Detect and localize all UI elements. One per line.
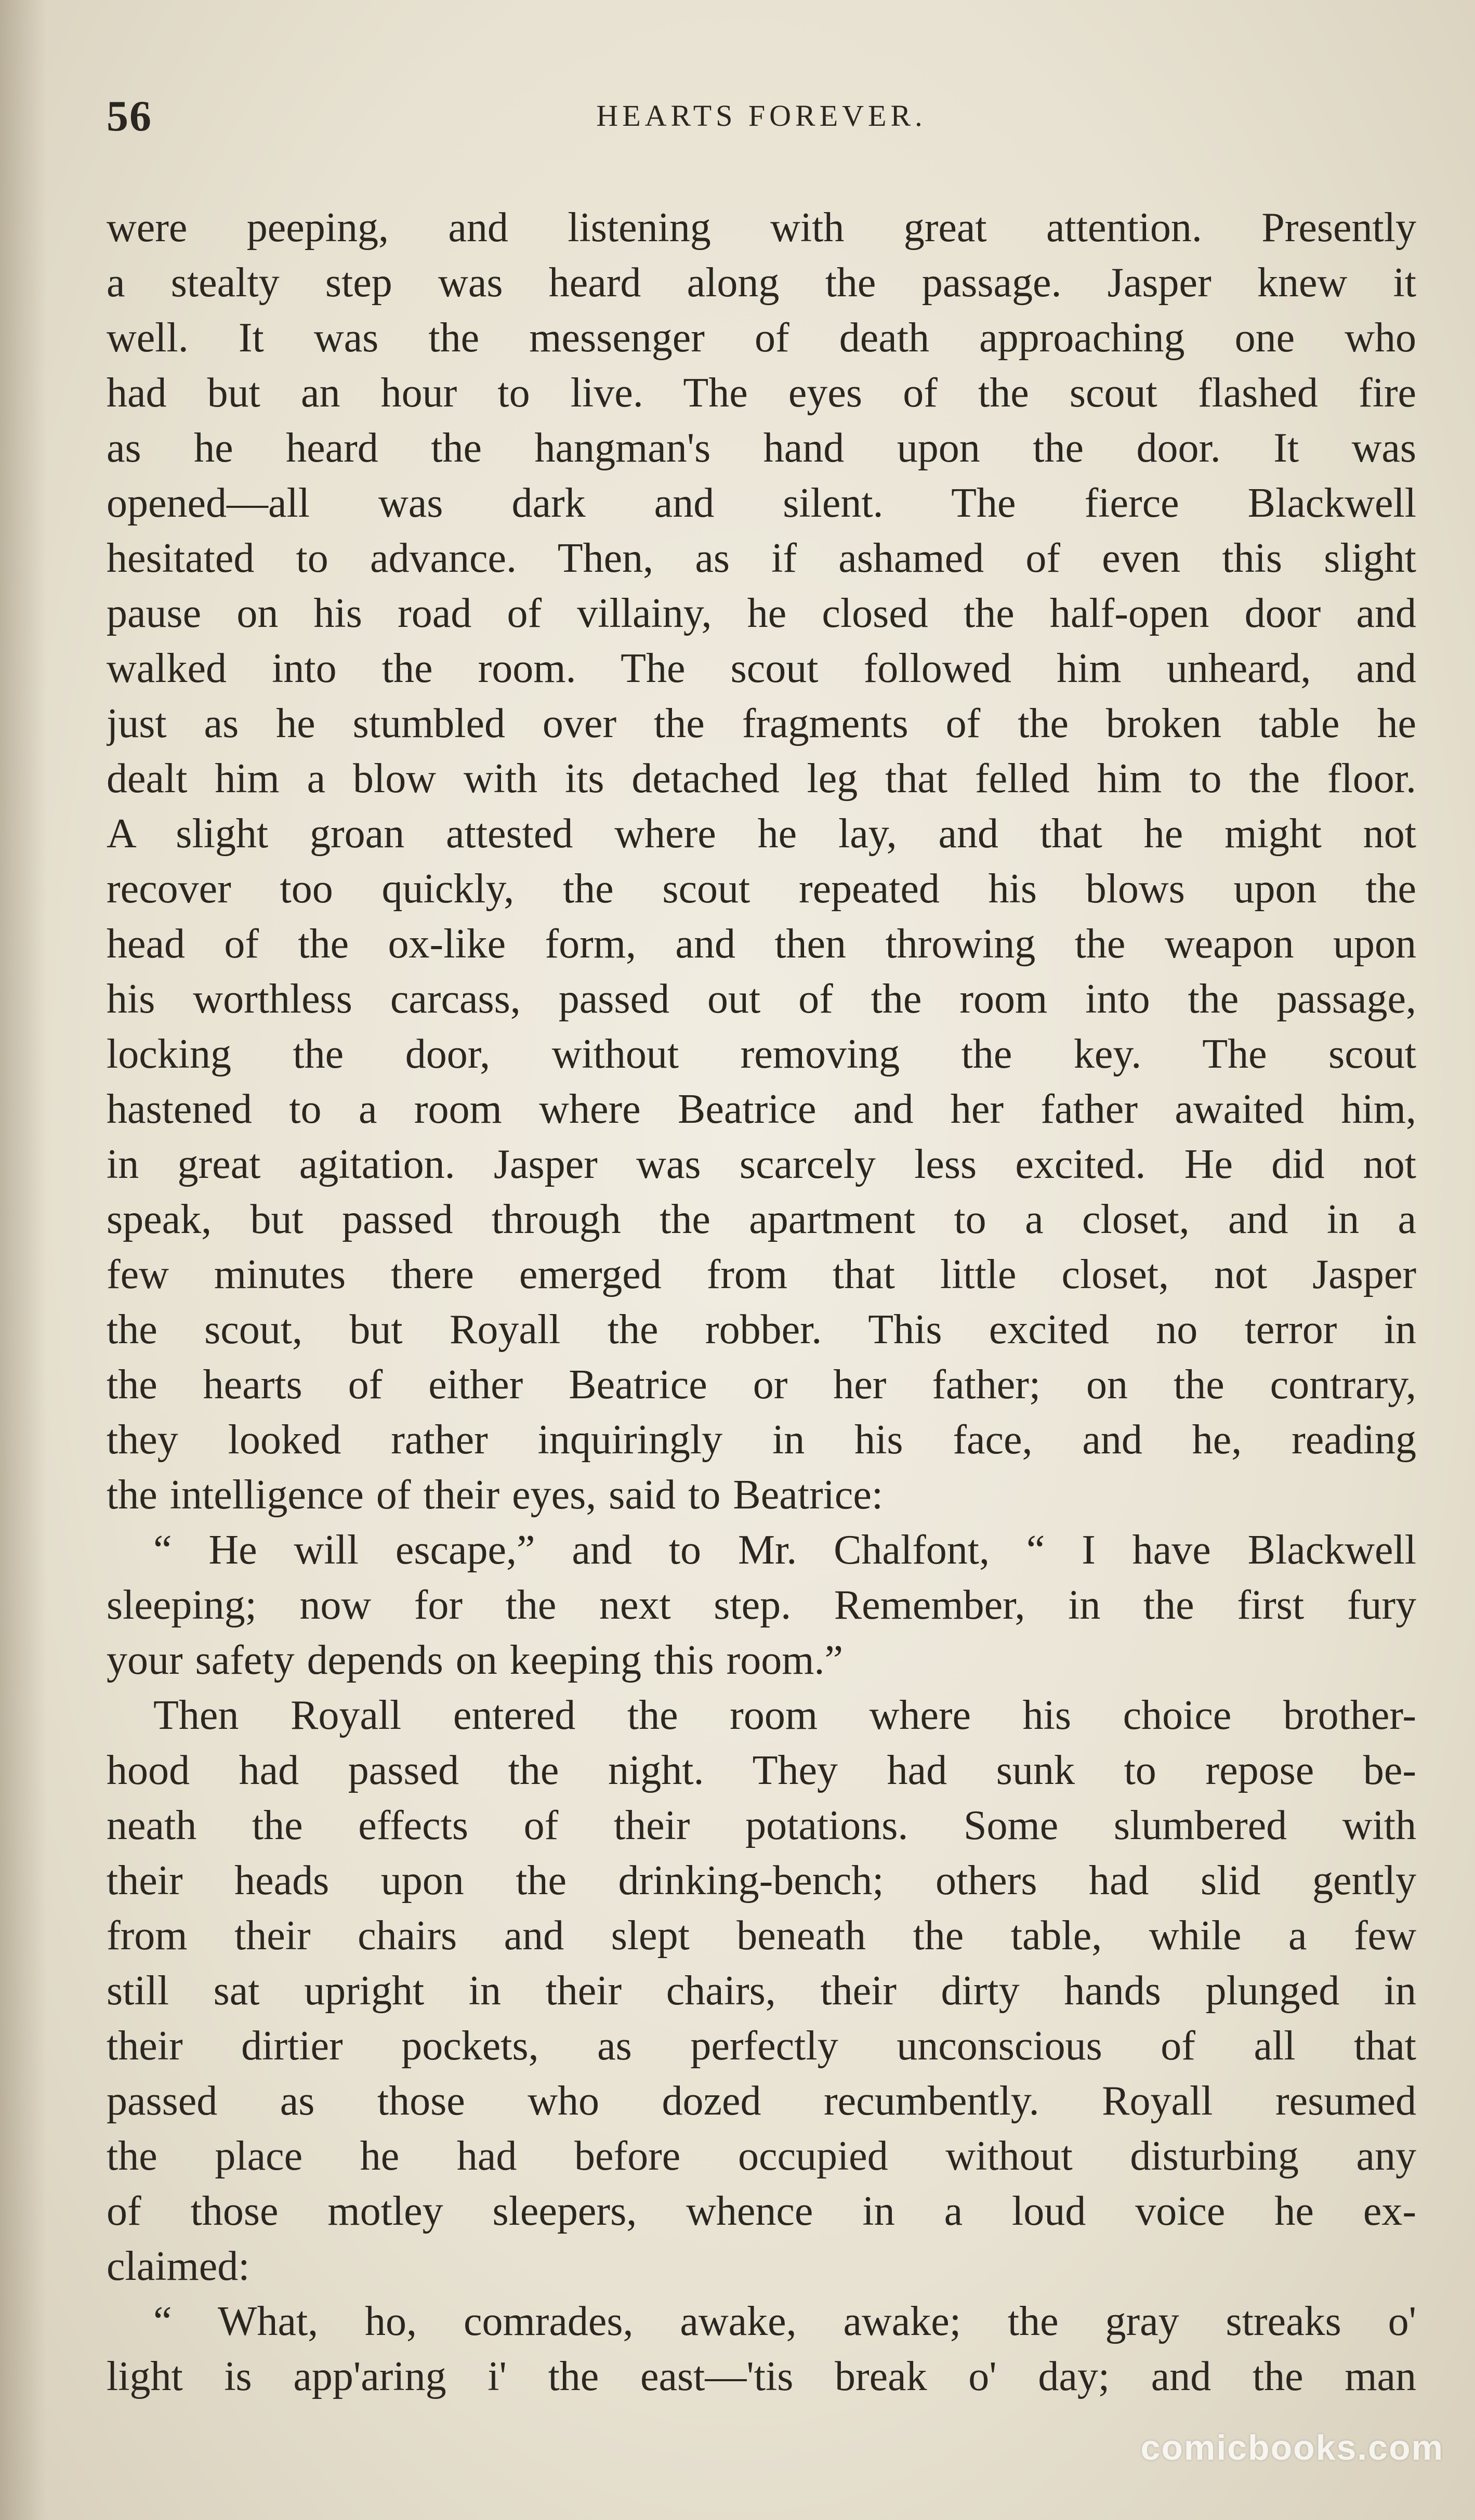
text-line: recover too quickly, the scout repeated his blows upon the: [107, 866, 1416, 912]
text-line: speak, but passed through the apartment to a closet, and in a: [107, 1197, 1416, 1242]
text-line: their heads upon the drinking-bench; others had slid gently: [107, 1858, 1416, 1904]
watermark: comicbooks.com: [1140, 2428, 1444, 2468]
page-number: 56: [107, 92, 152, 140]
text-line: few minutes there emerged from that little closet, not Jasper: [107, 1252, 1416, 1297]
text-line: dealt him a blow with its detached leg that felled him to the floor.: [107, 756, 1416, 802]
running-title: HEARTS FOREVER.: [596, 99, 927, 133]
text-line: A slight groan attested where he lay, and that he might not: [107, 811, 1416, 857]
text-line: had but an hour to live. The eyes of the scout flashed fire: [107, 370, 1416, 416]
page-header: [107, 91, 1416, 148]
body-text: [107, 200, 1416, 2404]
text-line: pause on his road of villainy, he closed the half-open door and: [107, 590, 1416, 636]
text-line: passed as those who dozed recumbently. Royall resumed: [107, 2078, 1416, 2124]
spine-shadow: [0, 0, 47, 2520]
text-line: his worthless carcass, passed out of the room into the passage,: [107, 976, 1416, 1022]
text-line: were peeping, and listening with great attention. Presently: [107, 205, 1416, 251]
text-line: of those motley sleepers, whence in a loud voice he ex-: [107, 2188, 1416, 2234]
text-line: in great agitation. Jasper was scarcely less excited. He did not: [107, 1141, 1416, 1187]
text-line: head of the ox-like form, and then throwing the weapon upon: [107, 921, 1416, 967]
text-line: their dirtier pockets, as perfectly unconscious of all that: [107, 2023, 1416, 2069]
text-line: still sat upright in their chairs, their dirty hands plunged in: [107, 1968, 1416, 2014]
text-line: your safety depends on keeping this room.”: [107, 1637, 844, 1683]
text-line: hesitated to advance. Then, as if ashamed of even this slight: [107, 535, 1416, 581]
text-line: the scout, but Royall the robber. This excited no terror in: [107, 1307, 1416, 1353]
text-line: hood had passed the night. They had sunk to repose be-: [107, 1748, 1416, 1793]
text-line: hastened to a room where Beatrice and her father awaited him,: [107, 1086, 1416, 1132]
text-line: opened—all was dark and silent. The fierce Blackwell: [107, 480, 1416, 526]
text-line: as he heard the hangman's hand upon the door. It was: [107, 425, 1416, 471]
text-line: well. It was the messenger of death approaching one who: [107, 315, 1416, 361]
text-line: the intelligence of their eyes, said to Beatrice:: [107, 1472, 884, 1518]
text-line: a stealty step was heard along the passage. Jasper knew it: [107, 260, 1416, 306]
text-line: walked into the room. The scout followed him unheard, and: [107, 646, 1416, 691]
text-line: “ What, ho, comrades, awake, awake; the gray streaks o': [153, 2299, 1416, 2344]
text-line: the hearts of either Beatrice or her father; on the contrary,: [107, 1362, 1416, 1408]
text-line: neath the effects of their potations. Some slumbered with: [107, 1803, 1416, 1848]
text-line: sleeping; now for the next step. Remember, in the first fury: [107, 1582, 1416, 1628]
text-line: claimed:: [107, 2243, 250, 2289]
text-line: light is app'aring i' the east—'tis break o' day; and the man: [107, 2354, 1416, 2399]
text-line: just as he stumbled over the fragments of the broken table he: [107, 701, 1416, 746]
text-line: Then Royall entered the room where his choice brother-: [153, 1692, 1416, 1738]
text-line: locking the door, without removing the key. The scout: [107, 1031, 1416, 1077]
text-line: from their chairs and slept beneath the table, while a few: [107, 1913, 1416, 1959]
text-line: they looked rather inquiringly in his face, and he, reading: [107, 1417, 1416, 1463]
text-line: “ He will escape,” and to Mr. Chalfont, “ I have Blackwell: [153, 1527, 1416, 1573]
text-line: the place he had before occupied without disturbing any: [107, 2133, 1416, 2179]
